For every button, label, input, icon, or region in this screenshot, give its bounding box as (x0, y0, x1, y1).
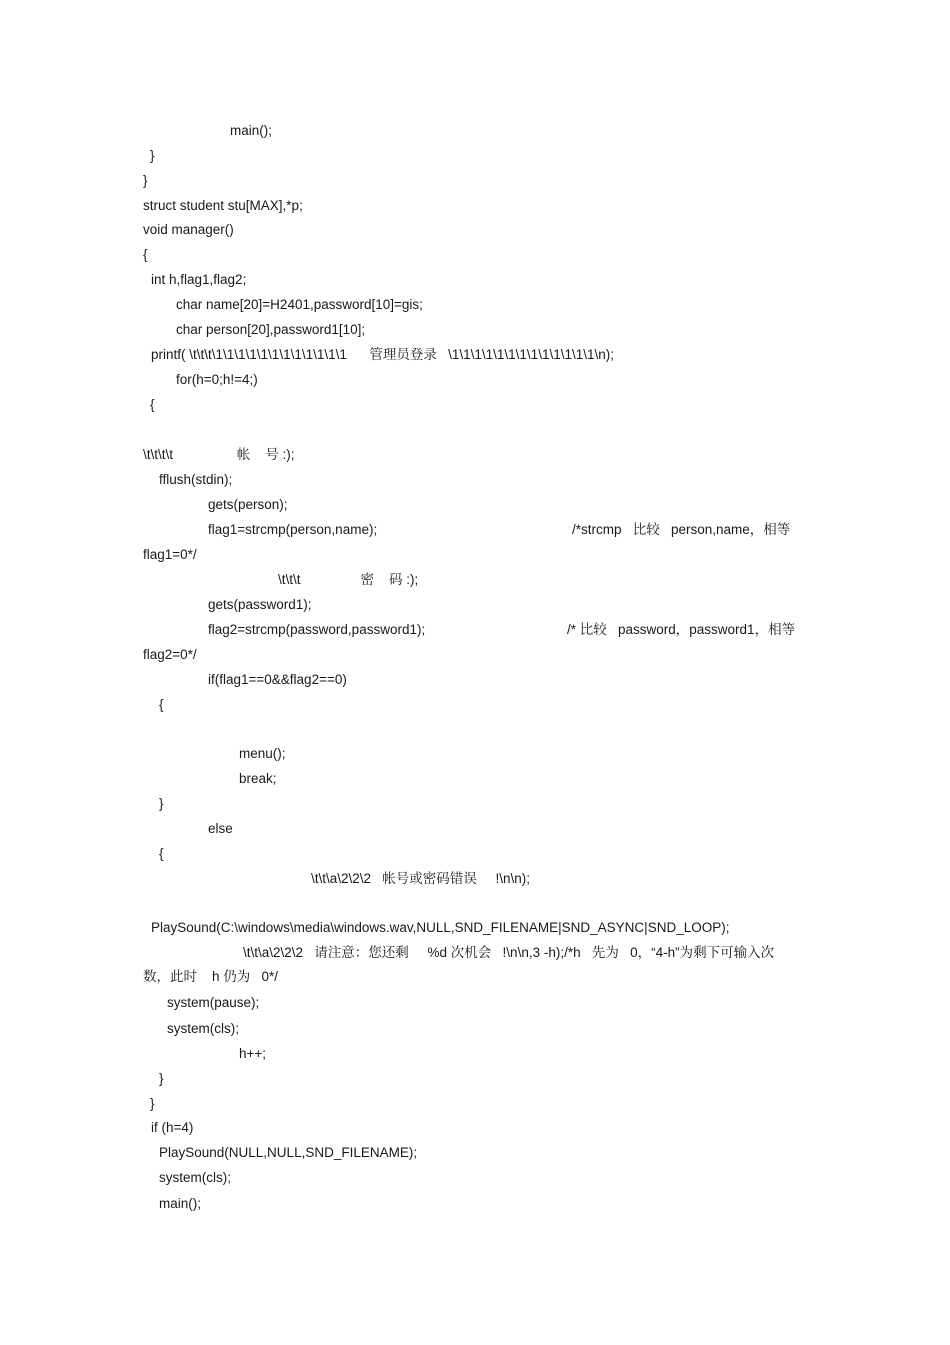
code-line: struct student stu[MAX],*p; (143, 198, 303, 213)
code-line: h++; (239, 1046, 267, 1061)
code-line: if (h=4) (151, 1120, 194, 1135)
code-comment: /* 比较 password，password1，相等 (567, 622, 796, 637)
code-line: gets(password1); (208, 597, 312, 612)
code-line: } (150, 148, 155, 163)
code-line: } (143, 173, 148, 188)
code-comment: 数，此时 h 仍为 0*/ (143, 969, 279, 984)
code-line: \t\t\t\t 帐 号 :); (143, 447, 295, 462)
code-line: { (143, 247, 148, 262)
code-line: system(cls); (159, 1170, 231, 1185)
code-line: else (208, 821, 233, 836)
code-comment: flag1=0*/ (143, 547, 197, 562)
code-line: \t\t\t 密 码 :); (278, 572, 419, 587)
code-line: main(); (159, 1196, 202, 1211)
code-line: char name[20]=H2401,password[10]=gis; (176, 297, 423, 312)
code-line: printf( \t\t\t\1\1\1\1\1\1\1\1\1\1\1\1 管理员登录 \1\1\1\1\1\1\1\1\1\1\1\1\1\n); (151, 347, 614, 362)
code-line: int h,flag1,flag2; (151, 272, 247, 287)
code-line: flag1=strcmp(person,name); (208, 522, 378, 537)
code-line: char person[20],password1[10]; (176, 322, 366, 337)
code-line: void manager() (143, 222, 234, 237)
code-line: gets(person); (208, 497, 288, 512)
code-line: } (159, 1071, 164, 1086)
code-line: \t\t\a\2\2\2 请注意：您还剩 %d 次机会 !\n\n,3 -h);/*h 先为 0，“4-h”为剩下可输入次 (243, 945, 775, 960)
code-line: PlaySound(C:\windows\media\windows.wav,NULL,SND_FILENAME|SND_ASYNC|SND_LOOP); (151, 920, 730, 935)
code-line: { (159, 846, 164, 861)
code-line: system(cls); (167, 1021, 239, 1036)
code-line: system(pause); (167, 995, 260, 1010)
code-line: PlaySound(NULL,NULL,SND_FILENAME); (159, 1145, 418, 1160)
code-line: \t\t\a\2\2\2 帐号或密码错误 !\n\n); (311, 871, 531, 886)
code-line: if(flag1==0&&flag2==0) (208, 672, 347, 687)
code-line: menu(); (239, 746, 286, 761)
code-line: } (150, 1096, 155, 1111)
code-line: { (150, 397, 155, 412)
code-line: break; (239, 771, 277, 786)
code-comment: flag2=0*/ (143, 647, 197, 662)
code-line: main(); (230, 123, 273, 138)
code-line: for(h=0;h!=4;) (176, 372, 258, 387)
code-line: fflush(stdin); (159, 472, 233, 487)
code-line: { (159, 697, 164, 712)
code-line: } (159, 796, 164, 811)
code-line: flag2=strcmp(password,password1); (208, 622, 426, 637)
code-comment: /*strcmp 比较 person,name，相等 (572, 522, 791, 537)
